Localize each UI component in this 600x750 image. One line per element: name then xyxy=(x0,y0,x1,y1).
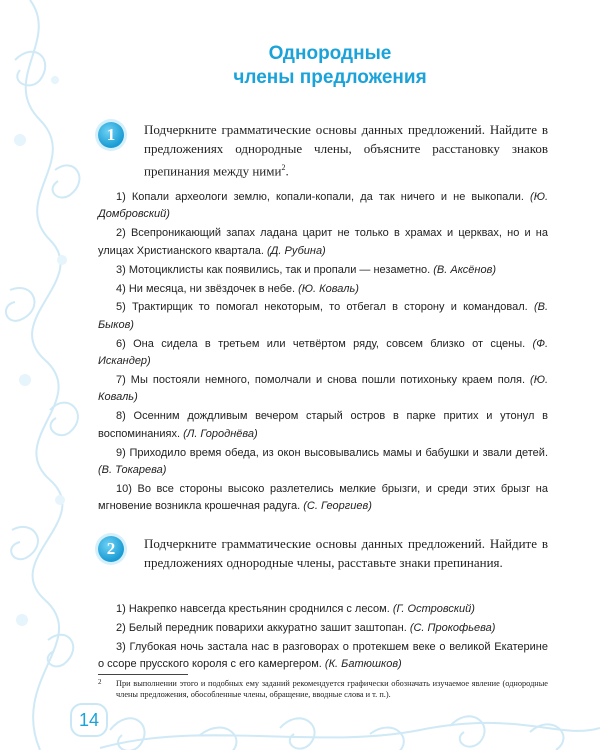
task-2-header xyxy=(98,534,548,572)
footnote-text: При выполнении этого и подобных ему заданий рекомендуется графически обозначать изучаемое явление (однородные члены предложения, обособленные члены, обращение, вводные слова и т. п.). xyxy=(116,679,548,699)
author-citation: (С. Прокофьева) xyxy=(409,621,496,634)
author-citation: (К. Батюшков) xyxy=(324,658,402,671)
list-item: 7) Мы постояли немного, помолчали и снова пошли потихоньку краем поля. (Ю. Коваль) xyxy=(98,374,548,404)
footnote-mark: 2 xyxy=(98,678,102,686)
page-number: 14 xyxy=(70,703,108,737)
task-2-instruction: Подчеркните грамматические основы данных предложений. Найдите в предложениях однородные члены, расставьте знаки препинания. xyxy=(144,536,548,570)
list-item: 2) Белый передник поварихи аккуратно зашит заштопан. (С. Прокофьева) xyxy=(116,621,496,634)
list-item: 10) Во все стороны высоко разлетелись мелкие брызги, и среди этих брызг на мгновение возникла крошечная радуга. (С. Георгиев) xyxy=(98,483,548,513)
list-item: 3) Глубокая ночь застала нас в разговорах о протекшем веке о великой Екатерине о ссоре прусского короля с его камергером. (К. Батюшков) xyxy=(98,640,548,671)
author-citation: (В. Аксёнов) xyxy=(433,263,496,276)
task-1-header xyxy=(98,120,548,180)
task-1-instruction-text: Подчеркните грамматические основы данных предложений. Найдите в предложениях однородные члены, объясните расстановку знаков препинания между ними xyxy=(144,122,548,179)
footnote-reference: 2 xyxy=(281,163,286,172)
author-citation: (С. Георгиев) xyxy=(303,500,372,513)
author-citation: (Ф. Искандер) xyxy=(98,337,548,368)
list-item: 2) Всепроникающий запах ладана царит не только в храмах и церквах, но и на улицах Христианского квартала. (Д. Рубина) xyxy=(98,227,548,257)
page-title-line1: Однородные xyxy=(268,43,392,64)
footnote-divider xyxy=(98,674,188,675)
author-citation: (В. Быков) xyxy=(98,301,548,331)
task-2-sentence-list xyxy=(98,601,548,675)
author-citation: (Ю. Коваль) xyxy=(98,374,548,404)
author-citation: (Л. Городнёва) xyxy=(183,427,258,440)
author-citation: (Ю. Домбровский) xyxy=(98,191,548,221)
author-citation: (Д. Рубина) xyxy=(266,244,326,257)
footnote xyxy=(98,678,548,700)
list-item: 4) Ни месяца, ни звёздочек в небе. (Ю. Коваль) xyxy=(116,282,359,295)
list-item: 8) Осенним дождливым вечером старый остров в парке притих и утонул в воспоминаниях. (Л. Городнёва) xyxy=(98,410,548,440)
author-citation: (Ю. Коваль) xyxy=(298,282,359,295)
task-1-instruction: Подчеркните грамматические основы данных предложений. Найдите в предложениях однородные члены, объясните расстановку знаков препинания между ними$^2$. xyxy=(144,122,548,179)
task-number-badge: 2 xyxy=(98,536,124,562)
list-item: 3) Мотоциклисты как появились, так и пропали — незаметно. (В. Аксёнов) xyxy=(116,263,496,276)
list-item: 1) Копали археологи землю, копали-копали, да так ничего и не выкопали. (Ю. Домбровский) xyxy=(98,191,548,221)
list-item: 1) Накрепко навсегда крестьянин сроднился с лесом. (Г. Островский) xyxy=(116,603,475,615)
author-citation: (В. Токарева) xyxy=(98,464,167,477)
list-item: 5) Трактирщик то помогал некоторым, то отбегал в сторону и командовал. (В. Быков) xyxy=(98,301,548,331)
list-item: 9) Приходило время обеда, из окон высовывались мамы и бабушки и звали детей. (В. Токарева) xyxy=(98,446,548,477)
author-citation: (Г. Островский) xyxy=(392,603,475,615)
page-title xyxy=(180,42,480,90)
task-1-sentence-list xyxy=(98,189,548,517)
left-floral-ornament xyxy=(0,0,90,750)
task-number-badge: 1 xyxy=(98,122,124,148)
list-item: 6) Она сидела в третьем или четвёртом ряду, совсем близко от сцены. (Ф. Искандер) xyxy=(98,337,548,368)
page-title-line2: члены предложения xyxy=(233,67,427,88)
